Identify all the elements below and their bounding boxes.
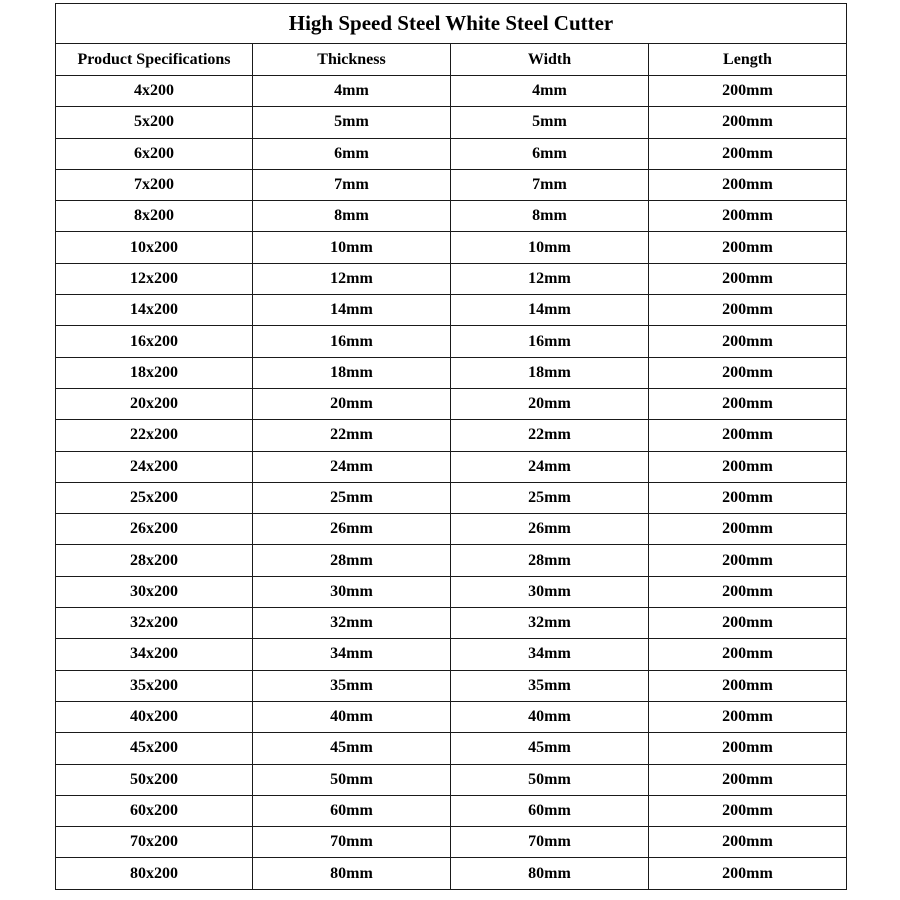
spec-cell: 34x200 — [56, 639, 253, 670]
width-cell: 18mm — [451, 357, 649, 388]
table-row — [56, 169, 847, 200]
spec-cell: 10x200 — [56, 232, 253, 263]
length-cell: 200mm — [649, 107, 847, 138]
width-cell: 10mm — [451, 232, 649, 263]
table-row — [56, 420, 847, 451]
table-row — [56, 514, 847, 545]
width-cell: 60mm — [451, 795, 649, 826]
width-cell: 30mm — [451, 576, 649, 607]
spec-cell: 20x200 — [56, 388, 253, 419]
table-row — [56, 263, 847, 294]
thickness-cell: 24mm — [253, 451, 451, 482]
table-title: High Speed Steel White Steel Cutter — [56, 4, 847, 44]
length-cell: 200mm — [649, 232, 847, 263]
thickness-cell: 14mm — [253, 295, 451, 326]
thickness-cell: 7mm — [253, 169, 451, 200]
spec-cell: 32x200 — [56, 608, 253, 639]
thickness-cell: 5mm — [253, 107, 451, 138]
length-cell: 200mm — [649, 169, 847, 200]
width-cell: 5mm — [451, 107, 649, 138]
spec-cell: 30x200 — [56, 576, 253, 607]
spec-cell: 70x200 — [56, 827, 253, 858]
width-cell: 70mm — [451, 827, 649, 858]
length-cell: 200mm — [649, 670, 847, 701]
length-cell: 200mm — [649, 701, 847, 732]
thickness-cell: 20mm — [253, 388, 451, 419]
thickness-cell: 26mm — [253, 514, 451, 545]
width-cell: 16mm — [451, 326, 649, 357]
table-row — [56, 639, 847, 670]
width-cell: 12mm — [451, 263, 649, 294]
thickness-cell: 70mm — [253, 827, 451, 858]
header-thickness: Thickness — [253, 44, 451, 76]
spec-cell: 12x200 — [56, 263, 253, 294]
width-cell: 34mm — [451, 639, 649, 670]
width-cell: 4mm — [451, 76, 649, 107]
thickness-cell: 34mm — [253, 639, 451, 670]
thickness-cell: 16mm — [253, 326, 451, 357]
length-cell: 200mm — [649, 858, 847, 889]
thickness-cell: 6mm — [253, 138, 451, 169]
width-cell: 35mm — [451, 670, 649, 701]
length-cell: 200mm — [649, 295, 847, 326]
thickness-cell: 4mm — [253, 76, 451, 107]
header-product-specifications: Product Specifications — [56, 44, 253, 76]
table-row — [56, 827, 847, 858]
length-cell: 200mm — [649, 639, 847, 670]
width-cell: 25mm — [451, 482, 649, 513]
table-row — [56, 733, 847, 764]
length-cell: 200mm — [649, 263, 847, 294]
thickness-cell: 45mm — [253, 733, 451, 764]
table-row — [56, 576, 847, 607]
table-row — [56, 451, 847, 482]
thickness-cell: 32mm — [253, 608, 451, 639]
width-cell: 40mm — [451, 701, 649, 732]
table-row — [56, 795, 847, 826]
width-cell: 24mm — [451, 451, 649, 482]
width-cell: 22mm — [451, 420, 649, 451]
spec-cell: 22x200 — [56, 420, 253, 451]
table-row — [56, 76, 847, 107]
length-cell: 200mm — [649, 764, 847, 795]
table-row — [56, 138, 847, 169]
spec-cell: 5x200 — [56, 107, 253, 138]
thickness-cell: 28mm — [253, 545, 451, 576]
table-row — [56, 388, 847, 419]
spec-cell: 16x200 — [56, 326, 253, 357]
spec-cell: 40x200 — [56, 701, 253, 732]
header-width: Width — [451, 44, 649, 76]
spec-cell: 24x200 — [56, 451, 253, 482]
spec-table — [55, 3, 847, 890]
length-cell: 200mm — [649, 545, 847, 576]
table-row — [56, 858, 847, 889]
table-row — [56, 295, 847, 326]
width-cell: 32mm — [451, 608, 649, 639]
spec-cell: 18x200 — [56, 357, 253, 388]
length-cell: 200mm — [649, 76, 847, 107]
table-row — [56, 670, 847, 701]
spec-cell: 25x200 — [56, 482, 253, 513]
spec-cell: 14x200 — [56, 295, 253, 326]
length-cell: 200mm — [649, 576, 847, 607]
title-row — [56, 4, 847, 44]
header-length: Length — [649, 44, 847, 76]
length-cell: 200mm — [649, 451, 847, 482]
spec-cell: 80x200 — [56, 858, 253, 889]
thickness-cell: 30mm — [253, 576, 451, 607]
length-cell: 200mm — [649, 357, 847, 388]
length-cell: 200mm — [649, 514, 847, 545]
spec-cell: 7x200 — [56, 169, 253, 200]
spec-cell: 8x200 — [56, 201, 253, 232]
length-cell: 200mm — [649, 795, 847, 826]
length-cell: 200mm — [649, 138, 847, 169]
length-cell: 200mm — [649, 482, 847, 513]
length-cell: 200mm — [649, 608, 847, 639]
thickness-cell: 8mm — [253, 201, 451, 232]
spec-cell: 50x200 — [56, 764, 253, 795]
spec-cell: 26x200 — [56, 514, 253, 545]
thickness-cell: 50mm — [253, 764, 451, 795]
table-row — [56, 326, 847, 357]
thickness-cell: 25mm — [253, 482, 451, 513]
length-cell: 200mm — [649, 733, 847, 764]
width-cell: 20mm — [451, 388, 649, 419]
width-cell: 26mm — [451, 514, 649, 545]
length-cell: 200mm — [649, 420, 847, 451]
thickness-cell: 60mm — [253, 795, 451, 826]
spec-cell: 45x200 — [56, 733, 253, 764]
width-cell: 45mm — [451, 733, 649, 764]
width-cell: 14mm — [451, 295, 649, 326]
length-cell: 200mm — [649, 326, 847, 357]
table-row — [56, 701, 847, 732]
width-cell: 8mm — [451, 201, 649, 232]
thickness-cell: 12mm — [253, 263, 451, 294]
thickness-cell: 22mm — [253, 420, 451, 451]
thickness-cell: 35mm — [253, 670, 451, 701]
thickness-cell: 10mm — [253, 232, 451, 263]
spec-cell: 6x200 — [56, 138, 253, 169]
table-row — [56, 107, 847, 138]
thickness-cell: 80mm — [253, 858, 451, 889]
header-row — [56, 44, 847, 76]
width-cell: 6mm — [451, 138, 649, 169]
table-row — [56, 201, 847, 232]
width-cell: 7mm — [451, 169, 649, 200]
spec-cell: 60x200 — [56, 795, 253, 826]
table-row — [56, 764, 847, 795]
width-cell: 50mm — [451, 764, 649, 795]
table-row — [56, 232, 847, 263]
length-cell: 200mm — [649, 388, 847, 419]
table-row — [56, 357, 847, 388]
thickness-cell: 18mm — [253, 357, 451, 388]
spec-cell: 35x200 — [56, 670, 253, 701]
spec-cell: 28x200 — [56, 545, 253, 576]
width-cell: 28mm — [451, 545, 649, 576]
table-row — [56, 545, 847, 576]
table-body — [56, 76, 847, 890]
length-cell: 200mm — [649, 827, 847, 858]
table-row — [56, 608, 847, 639]
table-row — [56, 482, 847, 513]
width-cell: 80mm — [451, 858, 649, 889]
thickness-cell: 40mm — [253, 701, 451, 732]
length-cell: 200mm — [649, 201, 847, 232]
spec-cell: 4x200 — [56, 76, 253, 107]
